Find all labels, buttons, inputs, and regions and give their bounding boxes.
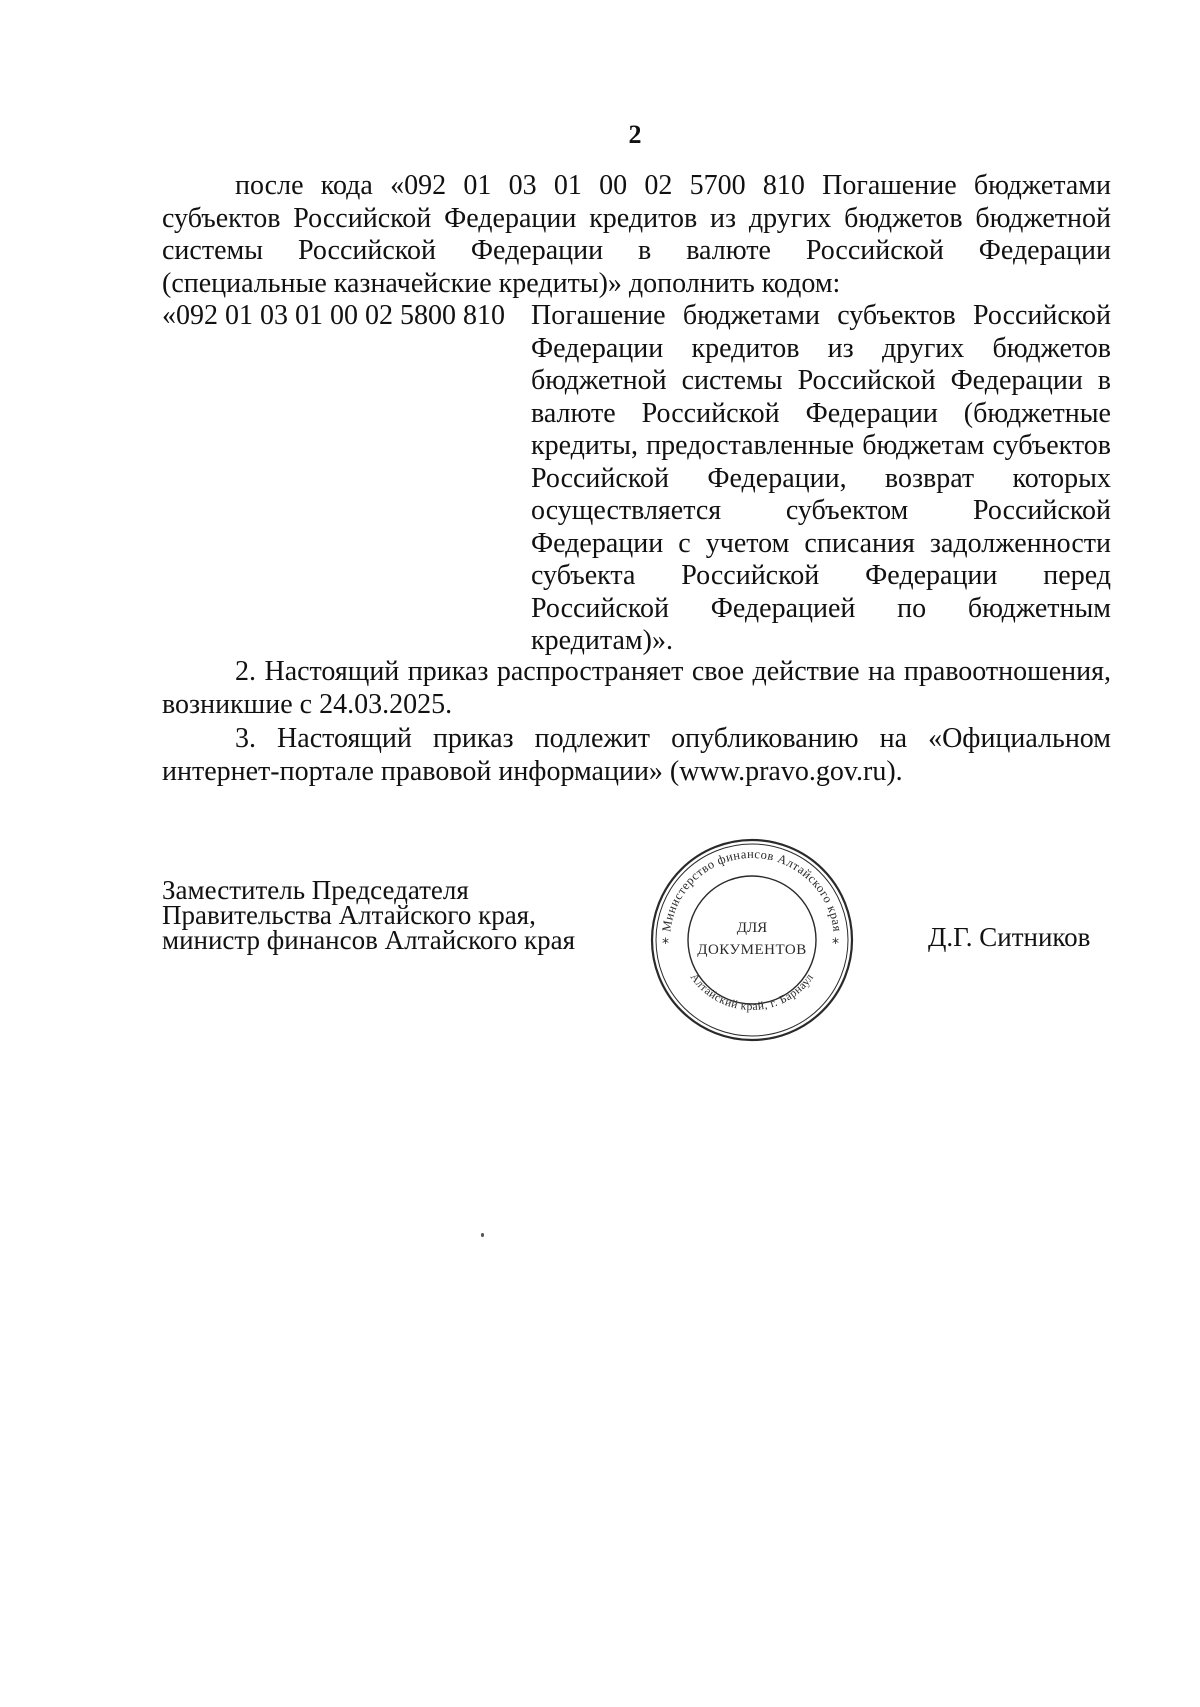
seal-star-left-icon: * [662,936,669,952]
paragraph-amendment-intro: после кода «092 01 03 01 00 02 5700 810 Погашение бюджетами субъектов Российской Федерации кредитов из других бюджетов бюджетной системы Российской Федерации в валюте Российской Федерации (специальные казначейские кредиты)» дополнить кодом: [162,170,1111,299]
paragraph-effective-date: 2. Настоящий приказ распространяет свое действие на правоотношения, возникшие с 24.03.2025. [162,656,1111,720]
signatory-position-line-1: Заместитель Председателя [162,875,469,905]
seal-outer-text-bottom: Алтайский край, г. Барнаул [687,971,817,1014]
signatory-name: Д.Г. Ситников [928,922,1091,952]
signatory-position-line-3: министр финансов Алтайского края [162,925,576,955]
seal-center-line-2: ДОКУМЕНТОВ [697,942,807,958]
scan-speck [481,1233,484,1237]
page-number: 2 [628,120,642,149]
official-seal [642,830,862,1050]
seal-center-line-1: ДЛЯ [736,920,768,936]
seal-outer-text-top: Министерство финансов Алтайского края [659,846,845,933]
budget-code-description: Погашение бюджетами субъектов Российской Федерации кредитов из других бюджетов бюджетной системы Российской Федерации в валюте Российской Федерации (бюджетные кредиты, предоставленные бюджетам субъектов Российской Федерации, возврат которых осуществляется субъектом Российской Федерации с учетом списания задолженности субъекта Российской Федерации перед Российской Федерацией по бюджетным кредитам)». [531,300,1111,656]
budget-code: «092 01 03 01 00 02 5800 810 [162,300,505,331]
paragraph-publication: 3. Настоящий приказ подлежит опубликованию на «Официальном интернет-портале правовой информации» (www.pravo.gov.ru). [162,723,1111,787]
signatory-position [162,875,576,955]
signatory-position-line-2: Правительства Алтайского края, [162,900,536,930]
seal-star-right-icon: * [832,936,839,952]
